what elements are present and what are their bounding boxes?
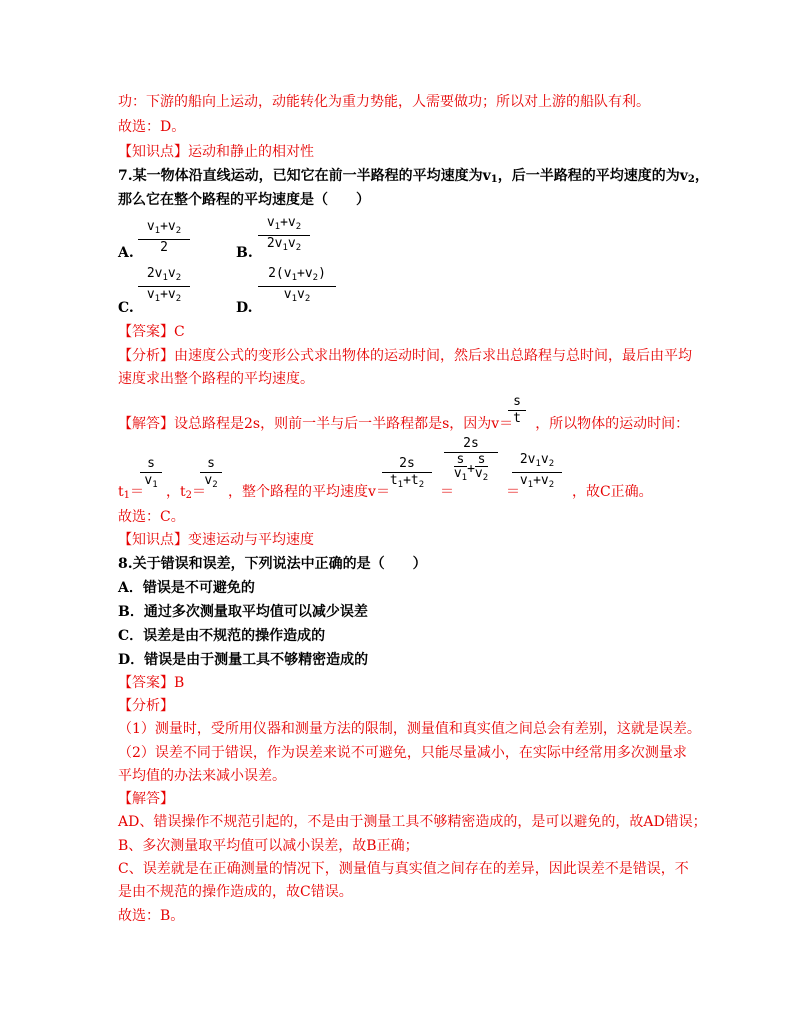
average-speed-fraction: 2s $t_1+t_2$ [382,456,432,493]
option-b: B．通过多次测量取平均值可以减少误差 [118,604,368,620]
option-a-label: A. [118,245,134,261]
text-line: 故选：C。 [118,509,185,525]
fraction-numerator: $2v_1v_2$ [146,266,182,283]
analysis-8: 【分析】 [118,698,174,714]
question-7-line2: 那么它在整个路程的平均速度是（ ） [118,192,370,208]
analysis-7: 【分析】由速度公式的变形公式求出物体的运动时间，然后求出总路程与总时间，最后由平均 [118,348,692,364]
text-line: C、误差就是在正确测量的情况下，测量值与真实值之间存在的差异，因此误差不是错误，不 [118,861,689,877]
option-d: D．错误是由于测量工具不够精密造成的 [118,652,369,668]
answer-7: 【答案】C [118,324,185,340]
text-line: （2）误差不同于错误，作为误差来说不可避免，只能尽量减小，在实际中经常用多次测量求 [118,745,687,761]
fraction-numerator: $2(v_1+v_2)$ [268,266,326,283]
option-a: A．错误是不可避免的 [118,580,255,596]
option-d-label: D. [236,300,253,316]
fraction-numerator: $v_1+v_2$ [146,219,182,236]
text-line: AD、错误操作不规范引起的，不是由于测量工具不够精密造成的，是可以避免的，故AD错误； [118,814,707,830]
option-c: C．误差是由不规范的操作造成的 [118,628,326,644]
option-d-fraction [258,266,336,307]
text-line: B、多次测量取平均值可以减小误差，故B正确； [118,838,419,854]
t2-fraction: s $v_2$ [200,456,222,493]
text-line: 平均值的办法来减小误差。 [118,768,286,784]
text-line: 功：下游的船向上运动，动能转化为重力势能，人需要做功；所以对上游的船队有利。 [118,94,650,110]
solution-8: 【解答】 [118,791,174,807]
v-equals-s-over-t: s t [508,394,526,427]
option-a-fraction [138,219,190,256]
result-fraction: $2v_1v_2$ $v_1+v_2$ [512,452,562,493]
knowledge-point: 【知识点】变速运动与平均速度 [118,532,314,548]
fraction-denominator: $v_1+v_2$ [146,287,182,304]
option-b-label: B. [236,245,253,261]
text-line: 故选：D。 [118,119,186,135]
option-b-fraction [258,215,310,256]
solution-7-line1: 【解答】设总路程是2s，则前一半与后一半路程都是s，因为v＝ ，所以物体的运动时间： [118,416,690,432]
fraction-numerator: $v_1+v_2$ [266,215,302,232]
text-line: （1）测量时，受所用仪器和测量方法的限制，测量值和真实值之间总会有差别，这就是误差。 [118,721,701,737]
question-8: 8.关于错误和误差，下列说法中正确的是（ ） [118,556,427,572]
t1-fraction: s $v_1$ [140,456,162,493]
fraction-denominator: 2 [160,240,168,255]
compound-fraction: 2s $\frac{s}{v_1}$ + $\frac{s}{v_2}$ [444,436,498,485]
analysis-7-cont: 速度求出整个路程的平均速度。 [118,371,314,387]
knowledge-point: 【知识点】运动和静止的相对性 [118,144,314,160]
solution-7-line2: t1＝ ，t2＝ ，整个路程的平均速度v＝ ＝ ＝ ，故C正确。 [118,484,653,501]
option-c-label: C. [118,300,134,316]
answer-8: 【答案】B [118,675,185,691]
option-c-fraction [138,266,190,307]
fraction-denominator: $v_1v_2$ [283,287,311,304]
text-line: 故选：B。 [118,908,185,924]
question-7: 7.某一物体沿直线运动，已知它在前一半路程的平均速度为v1，后一半路程的平均速度的为v2， [118,168,709,185]
fraction-denominator: $2v_1v_2$ [266,236,302,253]
text-line: 是由不规范的操作造成的，故C错误。 [118,884,353,900]
